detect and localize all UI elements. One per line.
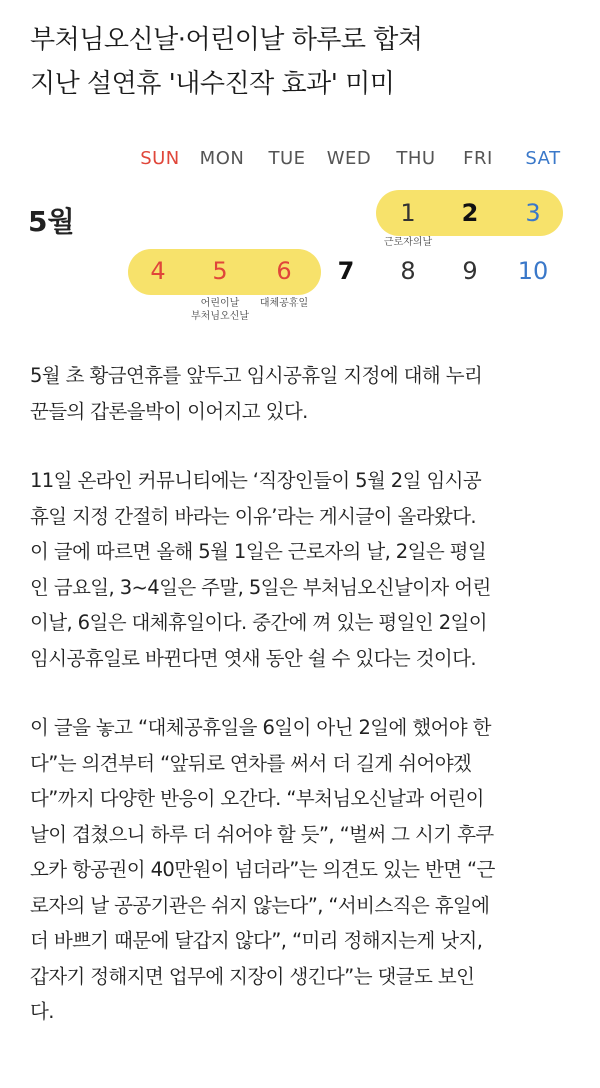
calendar-graphic bbox=[0, 140, 600, 340]
day-header-fri: FRI bbox=[463, 148, 493, 169]
paragraph-gap bbox=[30, 676, 578, 710]
date-2: 2 bbox=[461, 199, 479, 227]
headline bbox=[30, 18, 590, 106]
note-children-buddha bbox=[191, 297, 249, 323]
note-labor-day: 근로자의날 bbox=[383, 237, 433, 248]
text-line: 이 글을 놓고 “대체공휴일을 6일이 아닌 2일에 했어야 한 bbox=[30, 716, 491, 739]
date-7: 7 bbox=[337, 257, 355, 285]
day-header-mon: MON bbox=[199, 148, 245, 169]
paragraph-3 bbox=[30, 710, 578, 1030]
text-line: 5월 초 황금연휴를 앞두고 임시공휴일 지정에 대해 누리 bbox=[30, 364, 483, 387]
text-line: 오카 항공권이 40만원이 넘더라”는 의견도 있는 반면 “근 bbox=[30, 858, 495, 881]
date-10: 10 bbox=[517, 257, 549, 285]
date-3: 3 bbox=[525, 199, 541, 227]
text-line: 날이 겹쳤으니 하루 더 쉬어야 할 듯”, “벌써 그 시기 후쿠 bbox=[30, 822, 494, 846]
headline-line-2: 지난 설연휴 '내수진작 효과' 미미 bbox=[30, 69, 395, 99]
text-line: 이날, 6일은 대체휴일이다. 중간에 껴 있는 평일인 2일이 bbox=[30, 611, 487, 634]
date-5: 5 bbox=[212, 257, 228, 285]
date-6: 6 bbox=[276, 257, 292, 285]
note-buddha-day: 부처님오신날 bbox=[191, 311, 249, 322]
text-line: 11일 온라인 커뮤니티에는 ‘직장인들이 5월 2일 임시공 bbox=[30, 469, 482, 492]
paragraph-1 bbox=[30, 358, 578, 429]
text-line: 임시공휴일로 바뀐다면 엿새 동안 쉴 수 있다는 것이다. bbox=[30, 646, 477, 670]
paragraph-2 bbox=[30, 463, 578, 676]
day-header-wed: WED bbox=[326, 148, 372, 169]
date-4: 4 bbox=[150, 257, 166, 285]
text-line: 이 글에 따르면 올해 5월 1일은 근로자의 날, 2일은 평일 bbox=[30, 540, 487, 563]
text-line: 갑자기 정해지면 업무에 지장이 생긴다”는 댓글도 보인 bbox=[30, 964, 475, 988]
text-line: 인 금요일, 3~4일은 주말, 5일은 부처님오신날이자 어린 bbox=[30, 575, 491, 599]
day-header-tue: TUE bbox=[268, 148, 306, 169]
day-header-sat: SAT bbox=[525, 148, 561, 169]
note-substitute-holiday: 대체공휴일 bbox=[259, 298, 309, 309]
date-9: 9 bbox=[462, 257, 478, 285]
text-line: 다. bbox=[30, 1000, 54, 1023]
article-body bbox=[30, 358, 578, 1030]
note-children-day: 어린이날 bbox=[200, 298, 240, 309]
text-line: 다”는 의견부터 “앞뒤로 연차를 써서 더 길게 쉬어야겠 bbox=[30, 751, 472, 775]
month-label: 5월 bbox=[28, 205, 75, 238]
headline-line-1: 부처님오신날·어린이날 하루로 합쳐 bbox=[30, 25, 423, 55]
text-line: 꾼들의 갑론을박이 이어지고 있다. bbox=[30, 399, 308, 423]
text-line: 더 바쁘기 때문에 달갑지 않다”, “미리 정해지는게 낫지, bbox=[30, 929, 483, 952]
text-line: 로자의 날 공공기관은 쉬지 않는다”, “서비스직은 휴일에 bbox=[30, 893, 490, 917]
text-line: 휴일 지정 간절히 바라는 이유’라는 게시글이 올라왔다. bbox=[30, 504, 477, 528]
day-header-sun: SUN bbox=[140, 148, 180, 169]
date-1: 1 bbox=[400, 199, 416, 227]
paragraph-gap bbox=[30, 429, 578, 463]
date-8: 8 bbox=[400, 257, 416, 285]
day-header-thu: THU bbox=[396, 148, 436, 169]
text-line: 다”까지 다양한 반응이 오간다. “부처님오신날과 어린이 bbox=[30, 787, 484, 810]
